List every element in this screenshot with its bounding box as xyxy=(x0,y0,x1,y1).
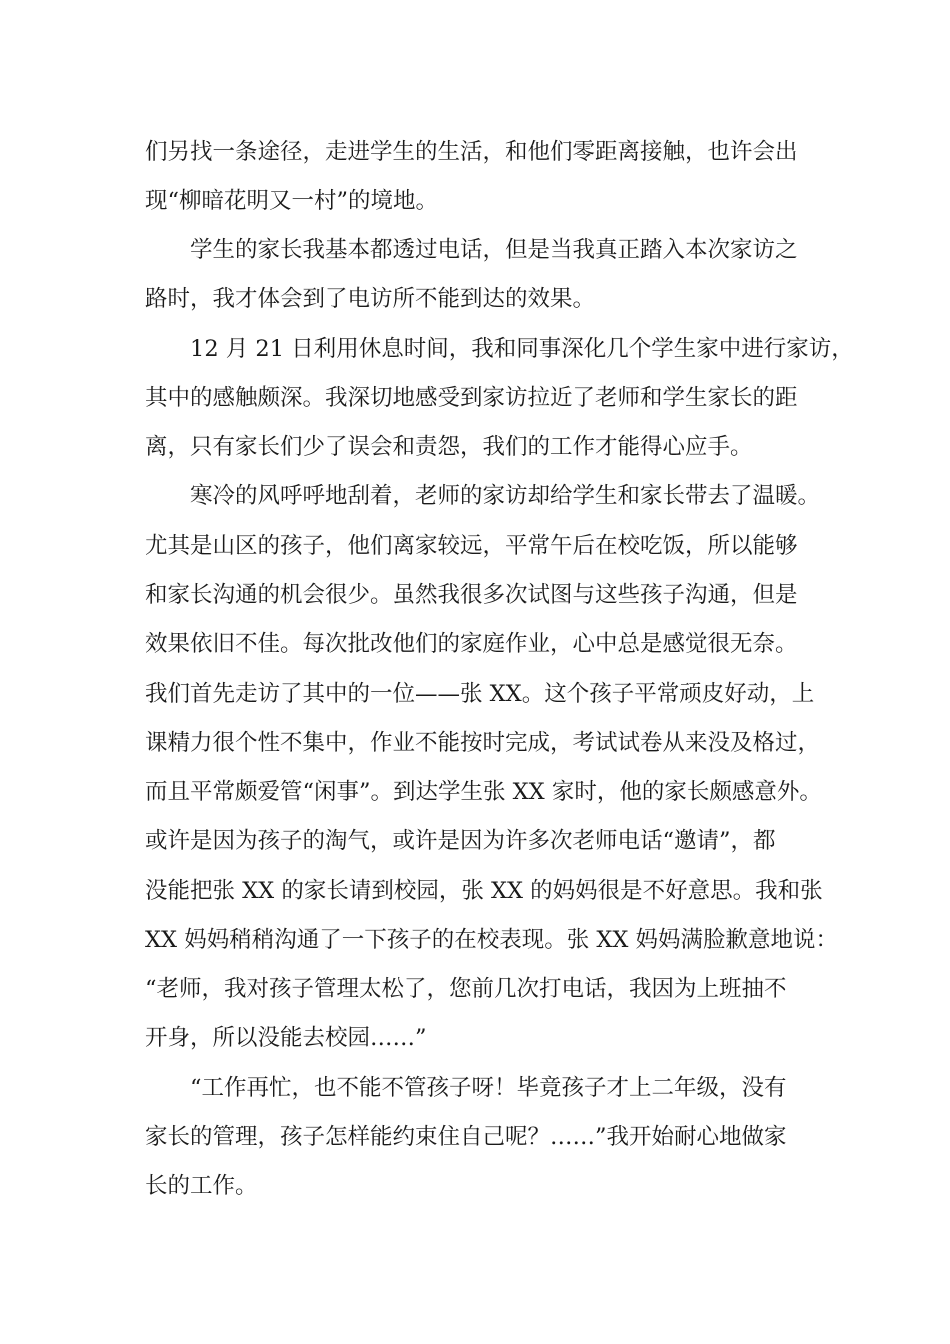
text-line: 其中的感触颇深。我深切地感受到家访拉近了老师和学生家长的距 xyxy=(145,385,798,411)
text-line: 路时，我才体会到了电访所不能到达的效果。 xyxy=(145,286,596,312)
text-line: 现“柳暗花明又一村”的境地。 xyxy=(145,188,439,214)
text-line: 尤其是山区的孩子，他们离家较远，平常午后在校吃饭，所以能够 xyxy=(145,533,798,559)
text-line: 课精力很个性不集中，作业不能按时完成，考试试卷从来没及格过， xyxy=(145,730,821,756)
text-line: XX 妈妈稍稍沟通了一下孩子的在校表现。张 XX 妈妈满脸歉意地说： xyxy=(145,927,839,953)
text-line: 效果依旧不佳。每次批改他们的家庭作业，心中总是感觉很无奈。 xyxy=(145,631,798,657)
text-line: 离，只有家长们少了误会和责怨，我们的工作才能得心应手。 xyxy=(145,434,753,460)
text-line: “老师，我对孩子管理太松了，您前几次打电话，我因为上班抽不 xyxy=(145,976,787,1002)
text-line: 寒冷的风呼呼地刮着，老师的家访却给学生和家长带去了温暖。 xyxy=(190,483,821,509)
text-line: 学生的家长我基本都透过电话，但是当我真正踏入本次家访之 xyxy=(190,237,798,263)
text-line: 我们首先走访了其中的一位——张 XX。这个孩子平常顽皮好动，上 xyxy=(145,681,815,707)
text-line: 没能把张 XX 的家长请到校园，张 XX 的妈妈很是不好意思。我和张 xyxy=(145,878,823,904)
text-line: 或许是因为孩子的淘气，或许是因为许多次老师电话“邀请”，都 xyxy=(145,828,776,854)
text-line: 而且平常颇爱管“闲事”。到达学生张 XX 家时，他的家长颇感意外。 xyxy=(145,779,822,805)
text-line: 家长的管理，孩子怎样能约束住自己呢？……”我开始耐心地做家 xyxy=(145,1124,787,1150)
text-line: 们另找一条途径，走进学生的生活，和他们零距离接触，也许会出 xyxy=(145,139,798,165)
text-line: 开身，所以没能去校园……” xyxy=(145,1025,427,1051)
text-line: 长的工作。 xyxy=(145,1173,258,1199)
text-line: 12 月 21 日利用休息时间，我和同事深化几个学生家中进行家访， xyxy=(190,336,854,362)
text-line: “工作再忙，也不能不管孩子呀！毕竟孩子才上二年级，没有 xyxy=(190,1075,787,1101)
text-line: 和家长沟通的机会很少。虽然我很多次试图与这些孩子沟通，但是 xyxy=(145,582,798,608)
